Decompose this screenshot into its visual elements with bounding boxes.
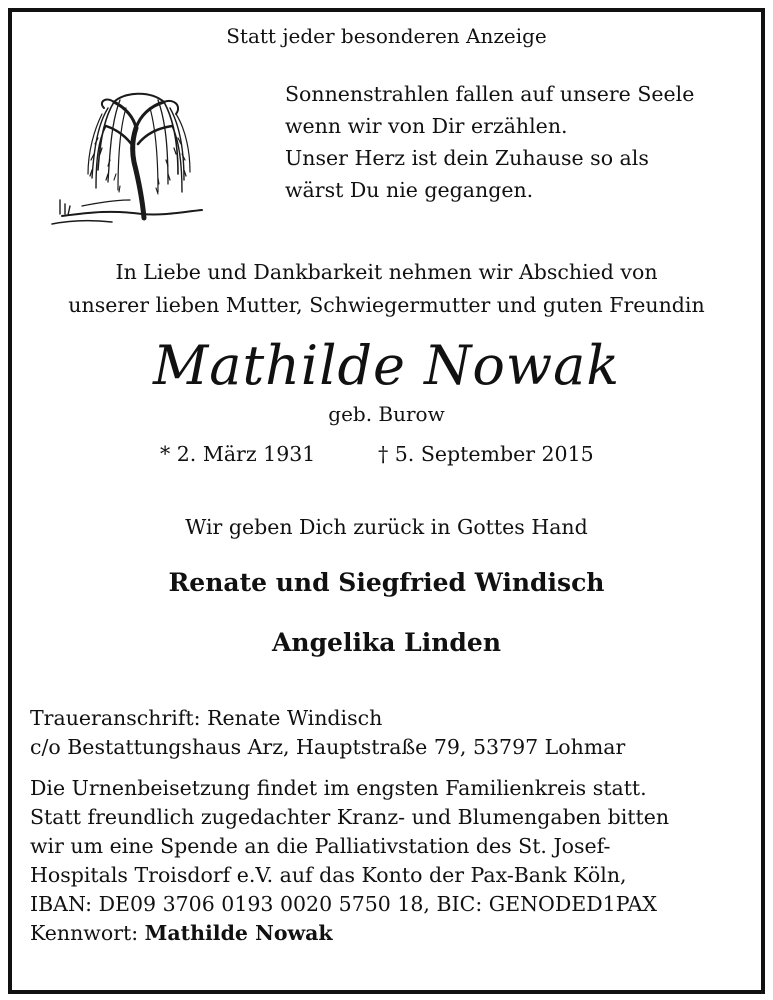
verse: Wir geben Dich zurück in Gottes Hand [185,515,588,539]
keyword-value: Mathilde Nowak [144,921,333,945]
notice-line: Die Urnenbeisetzung findet im engsten Familienkreis statt. [30,776,647,800]
intro-text [0,256,773,322]
maiden-name: geb. Burow [328,402,445,426]
poem-line: Unser Herz ist dein Zuhause so als [285,146,649,170]
notice-line: Hospitals Troisdorf e.V. auf das Konto der Pax-Bank Köln, [30,863,627,887]
notice-line: wir um eine Spende an die Palliativstation des St. Josef- [30,834,611,858]
signer-name: Angelika Linden [272,628,501,657]
notice-header: Statt jeder besonderen Anzeige [226,24,547,48]
intro-line: unserer lieben Mutter, Schwiegermutter und guten Freundin [68,293,705,317]
notice-line: IBAN: DE09 3706 0193 0020 5750 18, BIC: GENODED1PAX [30,892,658,916]
notice-body [30,704,669,948]
death-date: † 5. September 2015 [378,442,594,466]
address-line: Traueranschrift: Renate Windisch [30,706,383,730]
notice-line: Statt freundlich zugedachter Kranz- und Blumengaben bitten [30,805,670,829]
poem-line: wärst Du nie gegangen. [285,178,534,202]
poem-line: wenn wir von Dir erzählen. [285,114,568,138]
keyword-line [30,919,669,948]
intro-line: In Liebe und Dankbarkeit nehmen wir Abschied von [115,260,658,284]
poem [285,78,694,206]
poem-line: Sonnenstrahlen fallen auf unsere Seele [285,82,695,106]
birth-date: * 2. März 1931 [160,442,316,466]
address-line: c/o Bestattungshaus Arz, Hauptstraße 79, 53797 Lohmar [30,735,626,759]
keyword-label: Kennwort: [30,921,145,945]
signer-name: Renate und Siegfried Windisch [168,568,605,597]
deceased-name: Mathilde Nowak [152,334,621,397]
weeping-willow-icon [42,78,218,228]
